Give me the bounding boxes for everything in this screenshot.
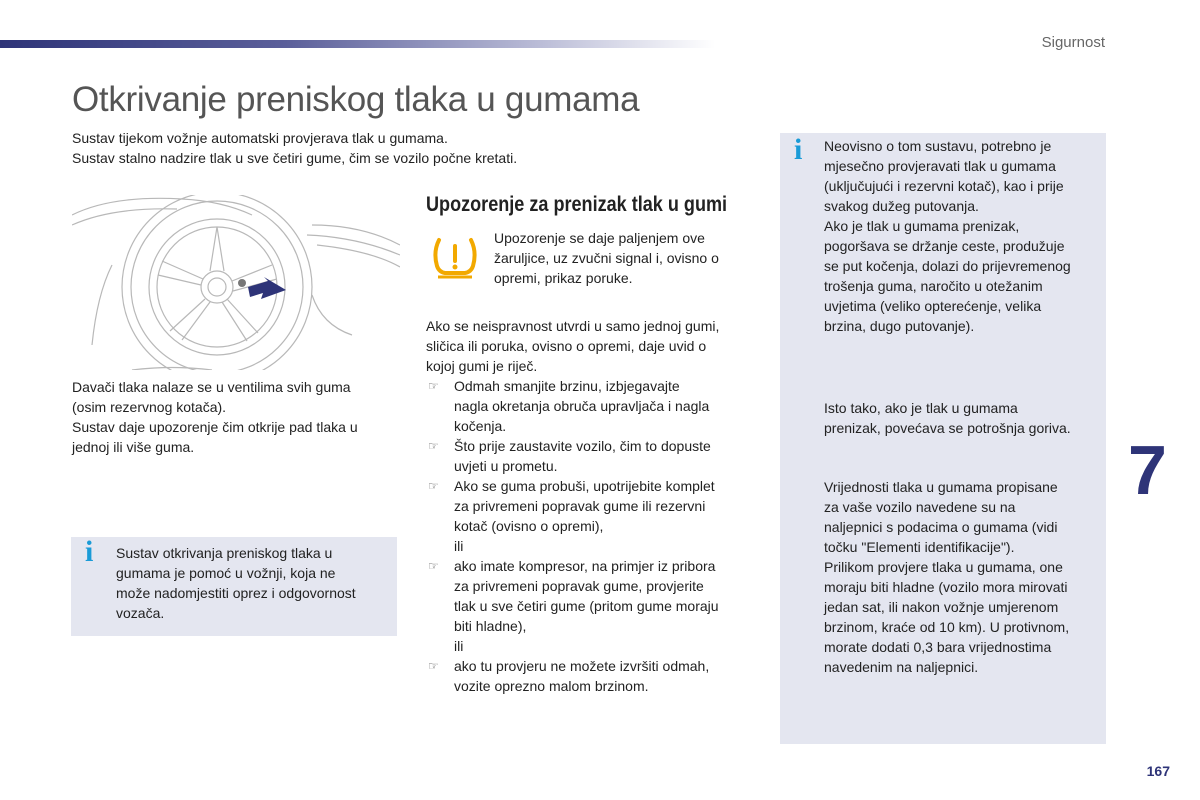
text-line: Upozorenje se daje paljenjem ove xyxy=(494,230,705,246)
fault-instructions xyxy=(426,316,751,696)
text-line: Davači tlaka nalaze se u ventilima svih guma xyxy=(72,379,351,395)
text-line: opremi, prikaz poruke. xyxy=(494,270,633,286)
pointing-hand-icon: ☞ xyxy=(428,439,439,453)
text-line: Sustav daje upozorenje čim otkrije pad tlaka u xyxy=(72,419,358,435)
pointing-hand-icon: ☞ xyxy=(428,659,439,673)
text-line: za privremeni popravak gume, provjerite xyxy=(454,578,704,594)
text-line: Ako je tlak u gumama prenizak, xyxy=(824,218,1020,234)
info-box-left xyxy=(71,537,397,636)
text-line: Isto tako, ako je tlak u gumama xyxy=(824,400,1018,416)
chapter-number: 7 xyxy=(1128,431,1167,509)
text-line: (uključujući i rezervni kotač), kao i prije xyxy=(824,178,1064,194)
info-icon: i xyxy=(794,133,803,166)
text-line: gumama je pomoć u vožnji, koja ne xyxy=(116,565,336,581)
text-line: vozača. xyxy=(116,605,165,621)
text-line: ako tu provjeru ne možete izvršiti odmah, xyxy=(454,658,710,674)
warning-light-text xyxy=(494,228,754,288)
wheel-valve-illustration xyxy=(72,195,400,370)
text-line: brzinom, kraće od 10 km). U protivnom, xyxy=(824,619,1070,635)
text-line: Odmah smanjite brzinu, izbjegavajte xyxy=(454,378,680,394)
text-line: sličica ili poruka, ovisno o opremi, daje uvid o xyxy=(426,338,707,354)
text-line: uvjeti u prometu. xyxy=(454,458,558,474)
text-line: svakog dužeg putovanja. xyxy=(824,198,979,214)
intro-line: Sustav tijekom vožnje automatski provjerava tlak u gumama. xyxy=(72,130,448,146)
text-line: Vrijednosti tlaka u gumama propisane xyxy=(824,479,1058,495)
text-line: naljepnici s podacima o gumama (vidi xyxy=(824,519,1058,535)
info-box-text xyxy=(116,543,394,623)
pointing-hand-icon: ☞ xyxy=(428,379,439,393)
text-line: za privremeni popravak gume ili rezervni xyxy=(454,498,706,514)
or-separator: ili xyxy=(454,638,464,654)
fuel-consumption-note xyxy=(824,398,1104,438)
text-line: uvjetima (veliko opterećenje, velika xyxy=(824,298,1042,314)
text-line: brzina, dugo putovanje). xyxy=(824,318,975,334)
pressure-values-note xyxy=(824,477,1104,677)
text-line: žaruljice, uz zvučni signal i, ovisno o xyxy=(494,250,719,266)
tire-pressure-warning-icon xyxy=(430,236,480,280)
text-line: kojoj gumi je riječ. xyxy=(426,358,538,374)
list-item xyxy=(426,476,751,536)
text-line: Prilikom provjere tlaka u gumama, one xyxy=(824,559,1063,575)
text-line: Što prije zaustavite vozilo, čim to dopuste xyxy=(454,438,711,454)
section-title: Sigurnost xyxy=(1041,34,1105,51)
text-line: jednoj ili više guma. xyxy=(72,439,195,455)
text-line: se put kočenja, dolazi do prijevremenog xyxy=(824,258,1071,274)
text-line: nagla okretanja obruča upravljača i nagla xyxy=(454,398,710,414)
valve-sensor-text xyxy=(72,377,397,457)
section-heading: Upozorenje za prenizak tlak u gumi xyxy=(426,193,728,216)
text-line: tlak u sve četiri gume (pritom gume moraju xyxy=(454,598,719,614)
text-line: Sustav otkrivanja preniskog tlaka u xyxy=(116,545,333,561)
text-line: ako imate kompresor, na primjer iz pribora xyxy=(454,558,716,574)
text-line: može nadomjestiti oprez i odgovornost xyxy=(116,585,356,601)
text-line: moraju biti hladne (vozilo mora mirovati xyxy=(824,579,1068,595)
text-line: jedan sat, ili nakon vožnje umjerenom xyxy=(824,599,1059,615)
text-line: trošenja guma, naročito u otežanim xyxy=(824,278,1043,294)
list-item xyxy=(426,376,751,436)
text-line: kotač (ovisno o opremi), xyxy=(454,518,604,534)
text-line: mjesečno provjeravati tlak u gumama xyxy=(824,158,1056,174)
info-icon: i xyxy=(85,535,94,568)
text-line: Ako se neispravnost utvrdi u samo jednoj gumi, xyxy=(426,318,720,334)
text-line: navedenim na naljepnici. xyxy=(824,659,979,675)
text-line: prenizak, povećava se potrošnja goriva. xyxy=(824,420,1071,436)
intro-text xyxy=(72,128,517,168)
list-item xyxy=(426,556,751,636)
text-line: Neovisno o tom sustavu, potrebno je xyxy=(824,138,1052,154)
header-bar xyxy=(0,40,715,48)
pointing-hand-icon: ☞ xyxy=(428,559,439,573)
intro-line: Sustav stalno nadzire tlak u sve četiri gume, čim se vozilo počne kretati. xyxy=(72,150,518,166)
text-line: vozite oprezno malom brzinom. xyxy=(454,678,649,694)
text-line: točku "Elementi identifikacije"). xyxy=(824,539,1015,555)
page-title: Otkrivanje preniskog tlaka u gumama xyxy=(72,80,640,119)
list-item xyxy=(426,436,751,476)
text-line: pogoršava se držanje ceste, produžuje xyxy=(824,238,1065,254)
text-line: kočenja. xyxy=(454,418,507,434)
tire-check-advice xyxy=(824,136,1104,336)
page-number: 167 xyxy=(1146,763,1170,779)
text-line: biti hladne), xyxy=(454,618,527,634)
list-item xyxy=(426,656,751,696)
text-line: (osim rezervnog kotača). xyxy=(72,399,227,415)
pointing-hand-icon: ☞ xyxy=(428,479,439,493)
text-line: Ako se guma probuši, upotrijebite komplet xyxy=(454,478,715,494)
text-line: morate dodati 0,3 bara vrijednostima xyxy=(824,639,1052,655)
info-box-right xyxy=(780,133,1106,744)
or-separator: ili xyxy=(454,538,464,554)
text-line: za vaše vozilo navedene su na xyxy=(824,499,1016,515)
